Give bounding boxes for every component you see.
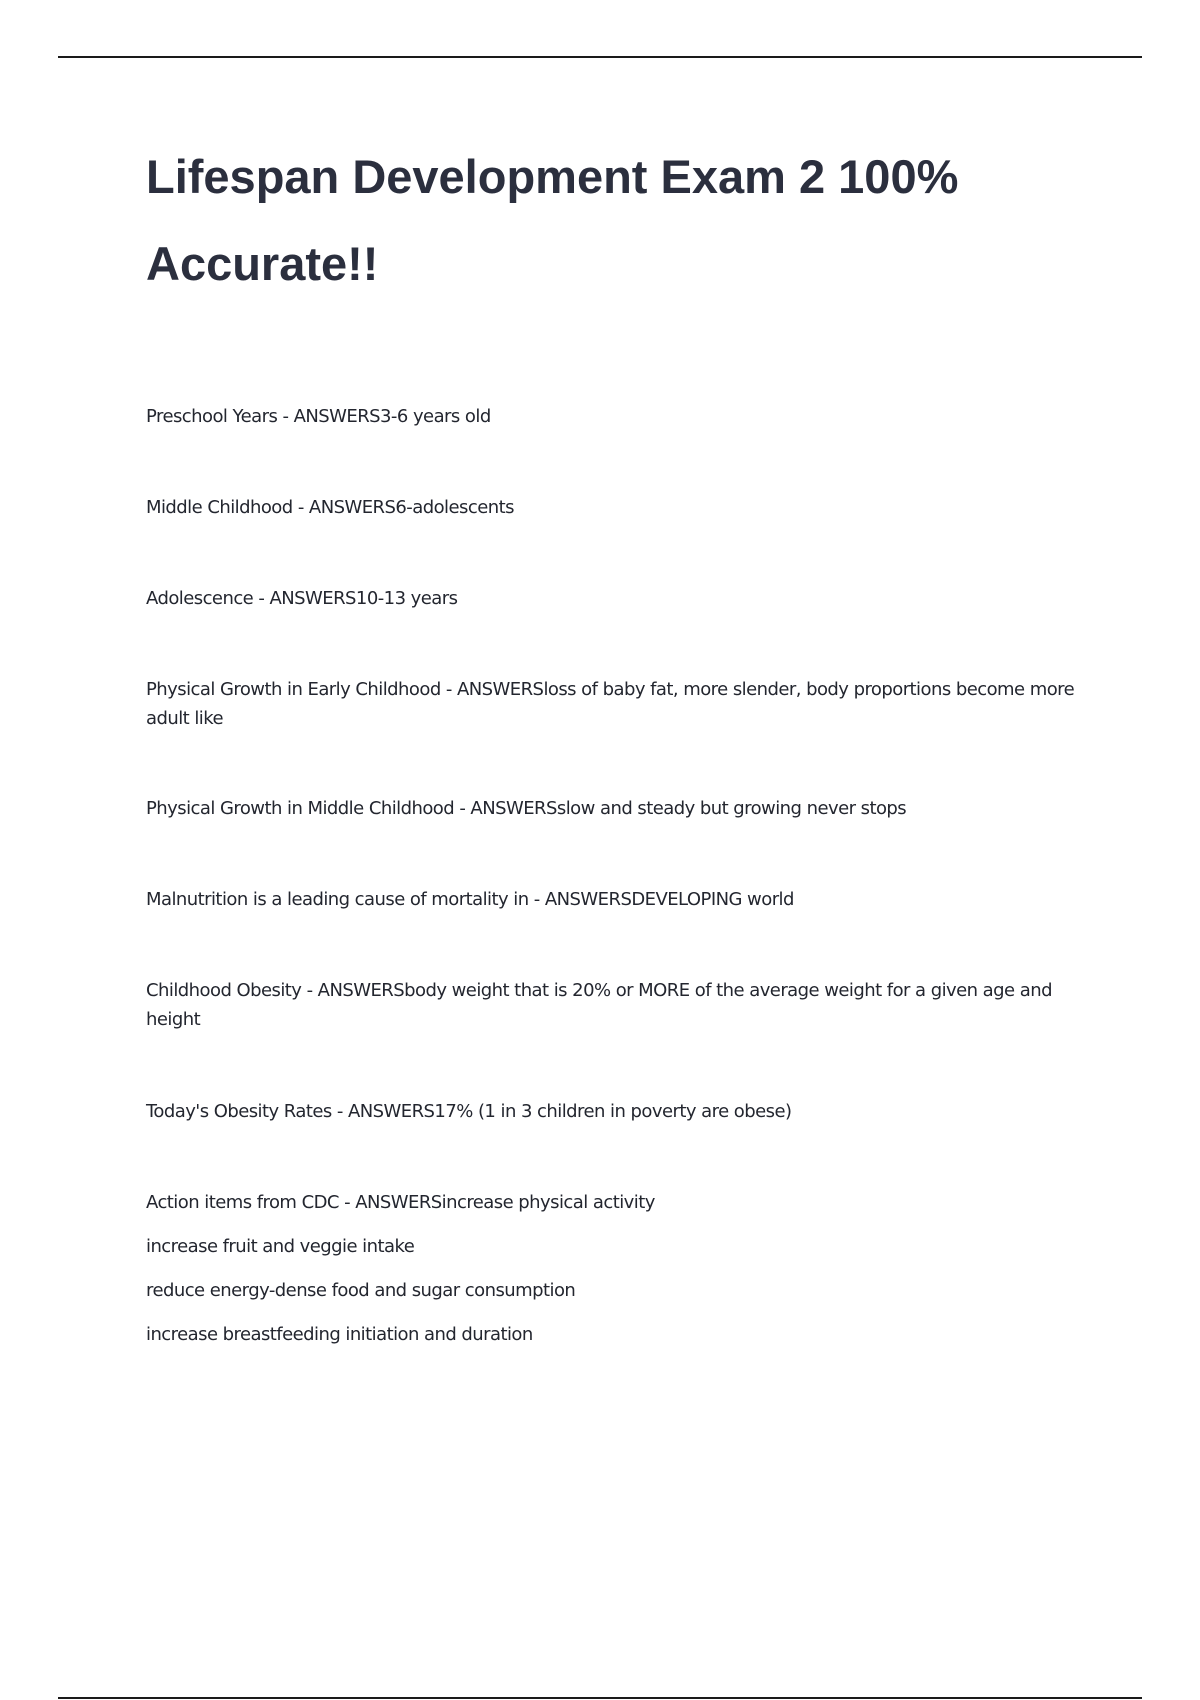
qa-item: Middle Childhood - ANSWERS6-adolescents <box>146 497 514 518</box>
qa-item: Malnutrition is a leading cause of mortality in - ANSWERSDEVELOPING world <box>146 889 794 910</box>
qa-item-question: Action items from CDC - ANSWERSincrease physical activity <box>146 1192 655 1213</box>
qa-item: Adolescence - ANSWERS10-13 years <box>146 588 458 609</box>
qa-item-answer-line: reduce energy-dense food and sugar consumption <box>146 1280 576 1301</box>
qa-item: Preschool Years - ANSWERS3-6 years old <box>146 406 491 427</box>
qa-item-multiline <box>146 1188 1086 1349</box>
qa-item: Childhood Obesity - ANSWERSbody weight that is 20% or MORE of the average weight for a given age and height <box>146 980 1052 1030</box>
qa-item-answer-line: increase breastfeeding initiation and duration <box>146 1324 533 1345</box>
bottom-rule <box>58 1697 1142 1699</box>
page-title: Lifespan Development Exam 2 100% Accurate!! <box>146 150 959 290</box>
qa-item-answer-line: increase fruit and veggie intake <box>146 1236 415 1257</box>
qa-item: Physical Growth in Early Childhood - ANSWERSloss of baby fat, more slender, body proportions become more adult like <box>146 679 1075 729</box>
top-rule <box>58 56 1142 58</box>
qa-item: Physical Growth in Middle Childhood - ANSWERSslow and steady but growing never stops <box>146 798 907 819</box>
qa-item: Today's Obesity Rates - ANSWERS17% (1 in 3 children in poverty are obese) <box>146 1101 792 1122</box>
